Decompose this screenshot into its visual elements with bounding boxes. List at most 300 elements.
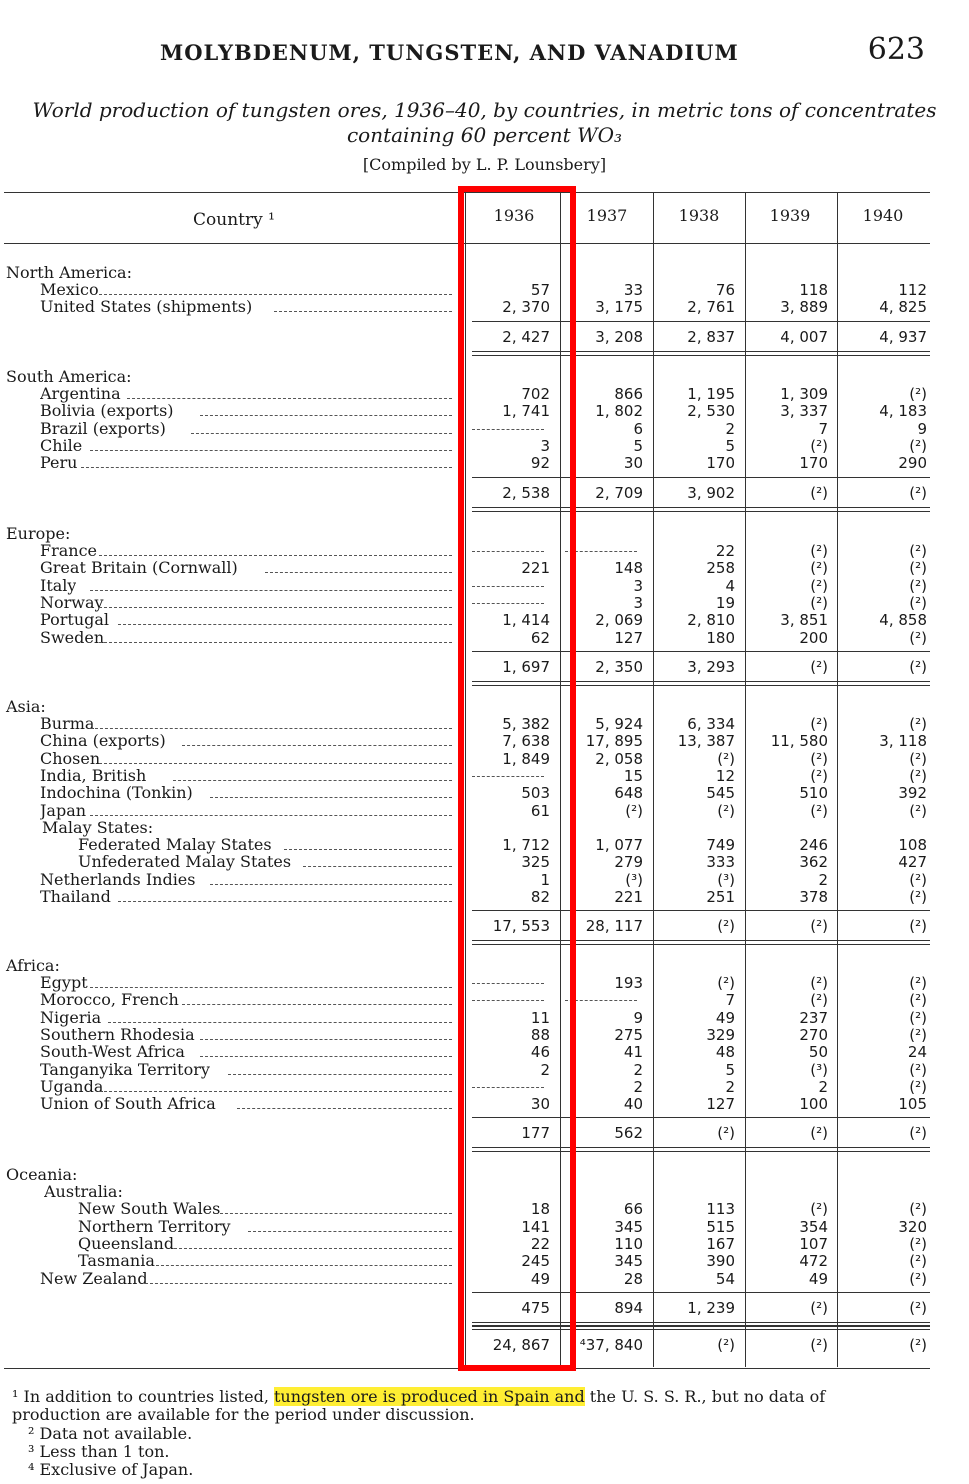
country-label: Sweden	[40, 627, 105, 647]
subtotal-cell: 1, 239	[687, 1298, 735, 1317]
value-cell: 28	[623, 1269, 643, 1288]
value-cell: 503	[521, 784, 550, 803]
leader-dots	[200, 415, 452, 416]
value-cell: (²)	[909, 1008, 927, 1027]
country-label: Unfederated Malay States	[78, 852, 292, 872]
value-cell: 510	[799, 784, 828, 803]
region-name: Africa:	[6, 956, 60, 975]
value-cell: 2	[540, 1060, 550, 1079]
value-cell: 270	[799, 1025, 828, 1044]
value-cell: 76	[715, 281, 735, 299]
value-cell: 17, 895	[585, 732, 643, 751]
value-cell: 7	[725, 991, 735, 1010]
country-label: Italy	[40, 575, 77, 595]
value-cell: 46	[530, 1043, 550, 1062]
value-cell: 2, 530	[687, 402, 735, 421]
subtotal-cell: (²)	[810, 917, 828, 936]
value-cell: 275	[614, 1025, 643, 1044]
value-cell: (²)	[717, 801, 735, 820]
leader-dots	[108, 1022, 452, 1023]
subtotal-cell: (²)	[717, 1124, 735, 1143]
leader-dots	[303, 866, 452, 867]
value-cell: 345	[614, 1217, 643, 1236]
country-label: India, British	[40, 765, 147, 785]
value-cell: 1, 309	[780, 385, 828, 403]
value-cell: 30	[530, 1095, 550, 1114]
leader-dots	[90, 815, 452, 816]
leader-dots	[228, 1074, 452, 1075]
value-cell: 2, 761	[687, 298, 735, 317]
country-label: Chile	[40, 435, 83, 455]
value-cell: 50	[808, 1043, 828, 1062]
value-cell: 221	[521, 559, 550, 578]
value-cell: (²)	[810, 801, 828, 820]
value-cell: 345	[614, 1252, 643, 1271]
value-cell: 246	[799, 836, 828, 855]
footnote-2: ² Data not available.	[28, 1424, 193, 1443]
value-cell: 5	[725, 436, 735, 455]
value-cell: 105	[898, 1095, 927, 1114]
leader-dots	[118, 901, 452, 902]
grand-total-cell: (²)	[909, 1336, 927, 1354]
value-cell: 2	[725, 419, 735, 438]
value-cell: (²)	[810, 542, 828, 560]
subtotal-cell: 17, 553	[492, 917, 550, 936]
year-header: 1936	[493, 206, 535, 225]
value-cell: (²)	[909, 1060, 927, 1079]
value-cell: 325	[521, 853, 550, 872]
value-cell: 127	[706, 1095, 735, 1114]
table-title	[0, 98, 969, 148]
country-label: New Zealand	[40, 1268, 148, 1288]
leader-dots	[90, 450, 452, 451]
value-cell: 2, 810	[687, 611, 735, 630]
subtotal-cell: 2, 538	[502, 483, 550, 502]
value-cell: 62	[530, 628, 550, 647]
value-cell: 127	[614, 628, 643, 647]
leader-dots	[99, 1091, 452, 1092]
country-label: Queensland	[78, 1233, 175, 1253]
country-label: Peru	[40, 453, 78, 473]
country-label: Norway	[40, 592, 104, 612]
value-cell: (²)	[909, 1269, 927, 1288]
country-label: Union of South Africa	[40, 1094, 216, 1114]
value-cell: 193	[614, 974, 643, 992]
value-cell: 167	[706, 1234, 735, 1253]
region-name: South America:	[6, 367, 132, 386]
leader-dots	[99, 294, 452, 295]
value-cell: 320	[898, 1217, 927, 1236]
value-cell: 9	[633, 1008, 643, 1027]
subtotal-cell: 2, 350	[595, 657, 643, 676]
year-header: 1940	[862, 206, 904, 225]
country-label: Brazil (exports)	[40, 418, 166, 438]
subtotal-cell: (²)	[909, 657, 927, 676]
value-cell: (²)	[909, 559, 927, 578]
subtotal-cell: 894	[614, 1298, 643, 1317]
subtotal-cell: (²)	[909, 1298, 927, 1317]
value-cell: 290	[898, 454, 927, 473]
value-cell: 108	[898, 836, 927, 855]
value-cell: 427	[898, 853, 927, 872]
value-cell: 40	[623, 1095, 643, 1114]
year-header: 1937	[586, 206, 628, 225]
value-cell: 749	[706, 836, 735, 855]
value-cell: (²)	[625, 801, 643, 820]
value-cell: (²)	[909, 1077, 927, 1096]
value-cell: 258	[706, 559, 735, 578]
country-label: Indochina (Tonkin)	[40, 783, 193, 803]
value-cell: (²)	[909, 542, 927, 560]
leader-dots	[156, 1265, 452, 1266]
value-cell: 30	[623, 454, 643, 473]
region-name: Oceania:	[6, 1165, 78, 1184]
country-label: Southern Rhodesia	[40, 1024, 195, 1044]
value-cell: 82	[530, 888, 550, 906]
value-cell: 15	[623, 766, 643, 785]
country-label: France	[40, 541, 98, 560]
value-cell: 1, 712	[502, 836, 550, 855]
value-cell: 3, 851	[780, 611, 828, 630]
footnote-1-pre: ¹ In addition to countries listed,	[12, 1387, 274, 1406]
leader-dots	[173, 780, 452, 781]
leader-dots	[174, 1248, 452, 1249]
subtotal-cell: 2, 709	[595, 483, 643, 502]
subtotal-cell: 2, 837	[687, 327, 735, 346]
value-cell: 245	[521, 1252, 550, 1271]
value-cell: 1, 077	[595, 836, 643, 855]
value-cell: 66	[623, 1200, 643, 1219]
subtotal-cell: 3, 902	[687, 483, 735, 502]
value-cell: 3	[633, 576, 643, 595]
compiled-by: [Compiled by L. P. Lounsbery]	[362, 155, 607, 174]
grand-total-cell: (²)	[810, 1336, 828, 1354]
footnote-3: ³ Less than 1 ton.	[28, 1442, 170, 1461]
leader-dots	[200, 1056, 452, 1057]
leader-dots	[182, 1004, 452, 1005]
subtotal-cell: 562	[614, 1124, 643, 1143]
value-cell: 4	[725, 576, 735, 595]
value-cell: (²)	[810, 749, 828, 768]
value-cell: 2	[818, 870, 828, 889]
value-cell: 24	[907, 1043, 927, 1062]
value-cell: 88	[530, 1025, 550, 1044]
value-cell: 118	[799, 281, 828, 299]
leader-dots	[145, 1283, 452, 1284]
value-cell: 545	[706, 784, 735, 803]
value-cell: 170	[706, 454, 735, 473]
subtotal-cell: (²)	[717, 917, 735, 936]
country-label: Great Britain (Cornwall)	[40, 558, 238, 578]
value-cell: 866	[614, 385, 643, 403]
value-cell: (²)	[909, 385, 927, 403]
value-cell: 13, 387	[677, 732, 735, 751]
value-cell: (²)	[909, 576, 927, 595]
page-title: MOLYBDENUM, TUNGSTEN, AND VANADIUM	[160, 40, 739, 65]
value-cell: 3, 175	[595, 298, 643, 317]
value-cell: 1	[540, 870, 550, 889]
value-cell: (²)	[909, 628, 927, 647]
country-label: Mexico	[40, 280, 99, 299]
subtotal-cell: 3, 208	[595, 327, 643, 346]
value-cell: 390	[706, 1252, 735, 1271]
value-cell: 57	[530, 281, 550, 299]
subtotal-cell: 3, 293	[687, 657, 735, 676]
value-cell: (²)	[909, 870, 927, 889]
leader-dots	[220, 1213, 452, 1214]
grand-total-cell: (²)	[717, 1336, 735, 1354]
value-cell: (²)	[810, 436, 828, 455]
value-cell: 251	[706, 888, 735, 906]
page-number: 623	[867, 32, 925, 67]
leader-dots	[99, 555, 452, 556]
value-cell: 141	[521, 1217, 550, 1236]
subtotal-cell: (²)	[810, 657, 828, 676]
value-cell: (²)	[909, 715, 927, 733]
value-cell: 49	[530, 1269, 550, 1288]
footnote-1-line2: production are available for the period under discussion.	[12, 1405, 475, 1424]
country-label: Malay States:	[42, 817, 154, 837]
year-header: 1938	[678, 206, 720, 225]
value-cell: 2	[633, 1077, 643, 1096]
subtotal-cell: (²)	[909, 917, 927, 936]
leader-dots	[99, 642, 452, 643]
subtotal-cell: 28, 117	[585, 917, 643, 936]
value-cell: 92	[530, 454, 550, 473]
value-cell: 180	[706, 628, 735, 647]
value-cell: 170	[799, 454, 828, 473]
value-cell: 49	[715, 1008, 735, 1027]
leader-dots	[274, 311, 452, 312]
value-cell: 12	[715, 766, 735, 785]
value-cell: (²)	[810, 559, 828, 578]
value-cell: 354	[799, 1217, 828, 1236]
value-cell: 33	[623, 281, 643, 299]
country-label: New South Wales	[78, 1199, 221, 1219]
value-cell: 2	[818, 1077, 828, 1096]
region-name: Europe:	[6, 524, 71, 543]
value-cell: 2	[725, 1077, 735, 1096]
value-cell: 515	[706, 1217, 735, 1236]
value-cell: 148	[614, 559, 643, 578]
value-cell: 5	[633, 436, 643, 455]
subtotal-cell: 4, 007	[780, 327, 828, 346]
value-cell: (²)	[909, 1252, 927, 1271]
value-cell: (³)	[625, 870, 643, 889]
value-cell: (²)	[810, 715, 828, 733]
value-cell: (²)	[717, 749, 735, 768]
country-label: Tasmania	[78, 1251, 155, 1271]
country-label: Australia:	[44, 1182, 123, 1201]
value-cell: 7, 638	[502, 732, 550, 751]
value-cell: (²)	[810, 593, 828, 612]
value-cell: (²)	[909, 974, 927, 992]
value-cell: 6	[633, 419, 643, 438]
value-cell: 107	[799, 1234, 828, 1253]
leader-dots	[81, 467, 452, 468]
value-cell: 221	[614, 888, 643, 906]
subtotal-cell: (²)	[810, 483, 828, 502]
value-cell: 3, 889	[780, 298, 828, 317]
value-cell: 362	[799, 853, 828, 872]
value-cell: (²)	[909, 766, 927, 785]
region-name: Asia:	[6, 697, 46, 716]
country-label: Uganda	[40, 1076, 104, 1096]
value-cell: 279	[614, 853, 643, 872]
leader-dots	[99, 763, 452, 764]
footnote-1-highlight: tungsten ore is produced in Spain and	[274, 1387, 585, 1406]
value-cell: 472	[799, 1252, 828, 1271]
value-cell: (²)	[909, 1234, 927, 1253]
value-cell: (²)	[810, 974, 828, 992]
table-title-line1: World production of tungsten ores, 1936–40, by countries, in metric tons of concentrates	[32, 98, 937, 122]
leader-dots	[210, 884, 452, 885]
leader-dots	[191, 433, 452, 434]
value-cell: (²)	[909, 888, 927, 906]
country-label: China (exports)	[40, 731, 166, 751]
leader-dots	[90, 590, 452, 591]
country-label: Morocco, French	[40, 990, 179, 1010]
leader-dots	[265, 572, 452, 573]
value-cell: 49	[808, 1269, 828, 1288]
country-label: Burma	[40, 714, 95, 733]
value-cell: 3	[540, 436, 550, 455]
country-label: South-West Africa	[40, 1042, 185, 1062]
value-cell: 3	[633, 593, 643, 612]
country-label: Chosen	[40, 748, 101, 768]
value-cell: 3, 118	[879, 732, 927, 751]
country-header: Country ¹	[193, 210, 275, 230]
value-cell: 648	[614, 784, 643, 803]
value-cell: 5, 924	[595, 715, 643, 733]
value-cell: (²)	[909, 593, 927, 612]
value-cell: (²)	[810, 1200, 828, 1219]
grand-total-cell: ⁴37, 840	[579, 1336, 643, 1354]
subtotal-cell: 177	[521, 1124, 550, 1143]
subtotal-cell: 2, 427	[502, 327, 550, 346]
leader-dots	[127, 398, 452, 399]
value-cell: 22	[715, 542, 735, 560]
subtotal-cell: 475	[521, 1298, 550, 1317]
footnote-4: ⁴ Exclusive of Japan.	[28, 1460, 194, 1479]
value-cell: 3, 337	[780, 402, 828, 421]
value-cell: 110	[614, 1234, 643, 1253]
leader-dots	[182, 745, 452, 746]
value-cell: 11	[530, 1008, 550, 1027]
value-cell: 5	[725, 1060, 735, 1079]
value-cell: 2, 370	[502, 298, 550, 317]
value-cell: 48	[715, 1043, 735, 1062]
value-cell: 54	[715, 1269, 735, 1288]
leader-dots	[118, 624, 452, 625]
value-cell: 329	[706, 1025, 735, 1044]
value-cell: (³)	[717, 870, 735, 889]
value-cell: 392	[898, 784, 927, 803]
value-cell: (²)	[909, 991, 927, 1010]
value-cell: 200	[799, 628, 828, 647]
subtotal-cell: (²)	[810, 1124, 828, 1143]
value-cell: 41	[623, 1043, 643, 1062]
value-cell: (²)	[909, 436, 927, 455]
leader-dots	[90, 728, 452, 729]
subtotal-cell: (²)	[909, 483, 927, 502]
leader-dots	[200, 1039, 452, 1040]
leader-dots	[90, 987, 452, 988]
value-cell: 237	[799, 1008, 828, 1027]
country-label: Argentina	[40, 384, 121, 403]
country-label: Bolivia (exports)	[40, 401, 174, 421]
footnote-1-post: the U. S. S. R., but no data of	[584, 1387, 826, 1406]
country-label: United States (shipments)	[40, 297, 253, 317]
subtotal-cell: 4, 937	[879, 327, 927, 346]
value-cell: (²)	[909, 801, 927, 820]
subtotal-cell: (²)	[909, 1124, 927, 1143]
country-label: Tanganyika Territory	[40, 1059, 210, 1079]
value-cell: 378	[799, 888, 828, 906]
leader-dots	[237, 1108, 452, 1109]
value-cell: (²)	[810, 991, 828, 1010]
subtotal-cell: (²)	[810, 1298, 828, 1317]
leader-dots	[99, 607, 452, 608]
value-cell: 61	[530, 801, 550, 820]
value-cell: 1, 741	[502, 402, 550, 421]
leader-dots	[210, 797, 452, 798]
grand-total-cell: 24, 867	[492, 1336, 550, 1354]
country-label: Thailand	[40, 887, 111, 906]
value-cell: 1, 195	[687, 385, 735, 403]
country-label: Netherlands Indies	[40, 869, 196, 889]
value-cell: (³)	[810, 1060, 828, 1079]
subtotal-cell: 1, 697	[502, 657, 550, 676]
value-cell: 4, 183	[879, 402, 927, 421]
year-header: 1939	[769, 206, 811, 225]
country-label: Nigeria	[40, 1007, 102, 1027]
value-cell: 9	[917, 419, 927, 438]
value-cell: 702	[521, 385, 550, 403]
value-cell: 22	[530, 1234, 550, 1253]
value-cell: 18	[530, 1200, 550, 1219]
value-cell: 7	[818, 419, 828, 438]
value-cell: (²)	[909, 1200, 927, 1219]
highlight-1936-column	[458, 186, 576, 1371]
value-cell: (²)	[810, 576, 828, 595]
value-cell: 2	[633, 1060, 643, 1079]
value-cell: 113	[706, 1200, 735, 1219]
table-title-line2: containing 60 percent WO₃	[346, 123, 623, 147]
value-cell: (²)	[717, 974, 735, 992]
value-cell: (²)	[909, 1025, 927, 1044]
value-cell: 100	[799, 1095, 828, 1114]
value-cell: 6, 334	[687, 715, 735, 733]
country-label: Federated Malay States	[78, 835, 272, 855]
value-cell: 5, 382	[502, 715, 550, 733]
value-cell: 11, 580	[770, 732, 828, 751]
value-cell: (²)	[810, 766, 828, 785]
value-cell: 4, 825	[879, 298, 927, 317]
value-cell: 333	[706, 853, 735, 872]
value-cell: 112	[898, 281, 927, 299]
country-label: Japan	[40, 800, 87, 820]
value-cell: 19	[715, 593, 735, 612]
value-cell: 2, 058	[595, 749, 643, 768]
value-cell: 4, 858	[879, 611, 927, 630]
country-label: Portugal	[40, 610, 110, 630]
country-label: Northern Territory	[78, 1216, 231, 1236]
value-cell: 2, 069	[595, 611, 643, 630]
value-cell: 1, 414	[502, 611, 550, 630]
value-cell: 1, 802	[595, 402, 643, 421]
footnote-1	[12, 1388, 825, 1406]
